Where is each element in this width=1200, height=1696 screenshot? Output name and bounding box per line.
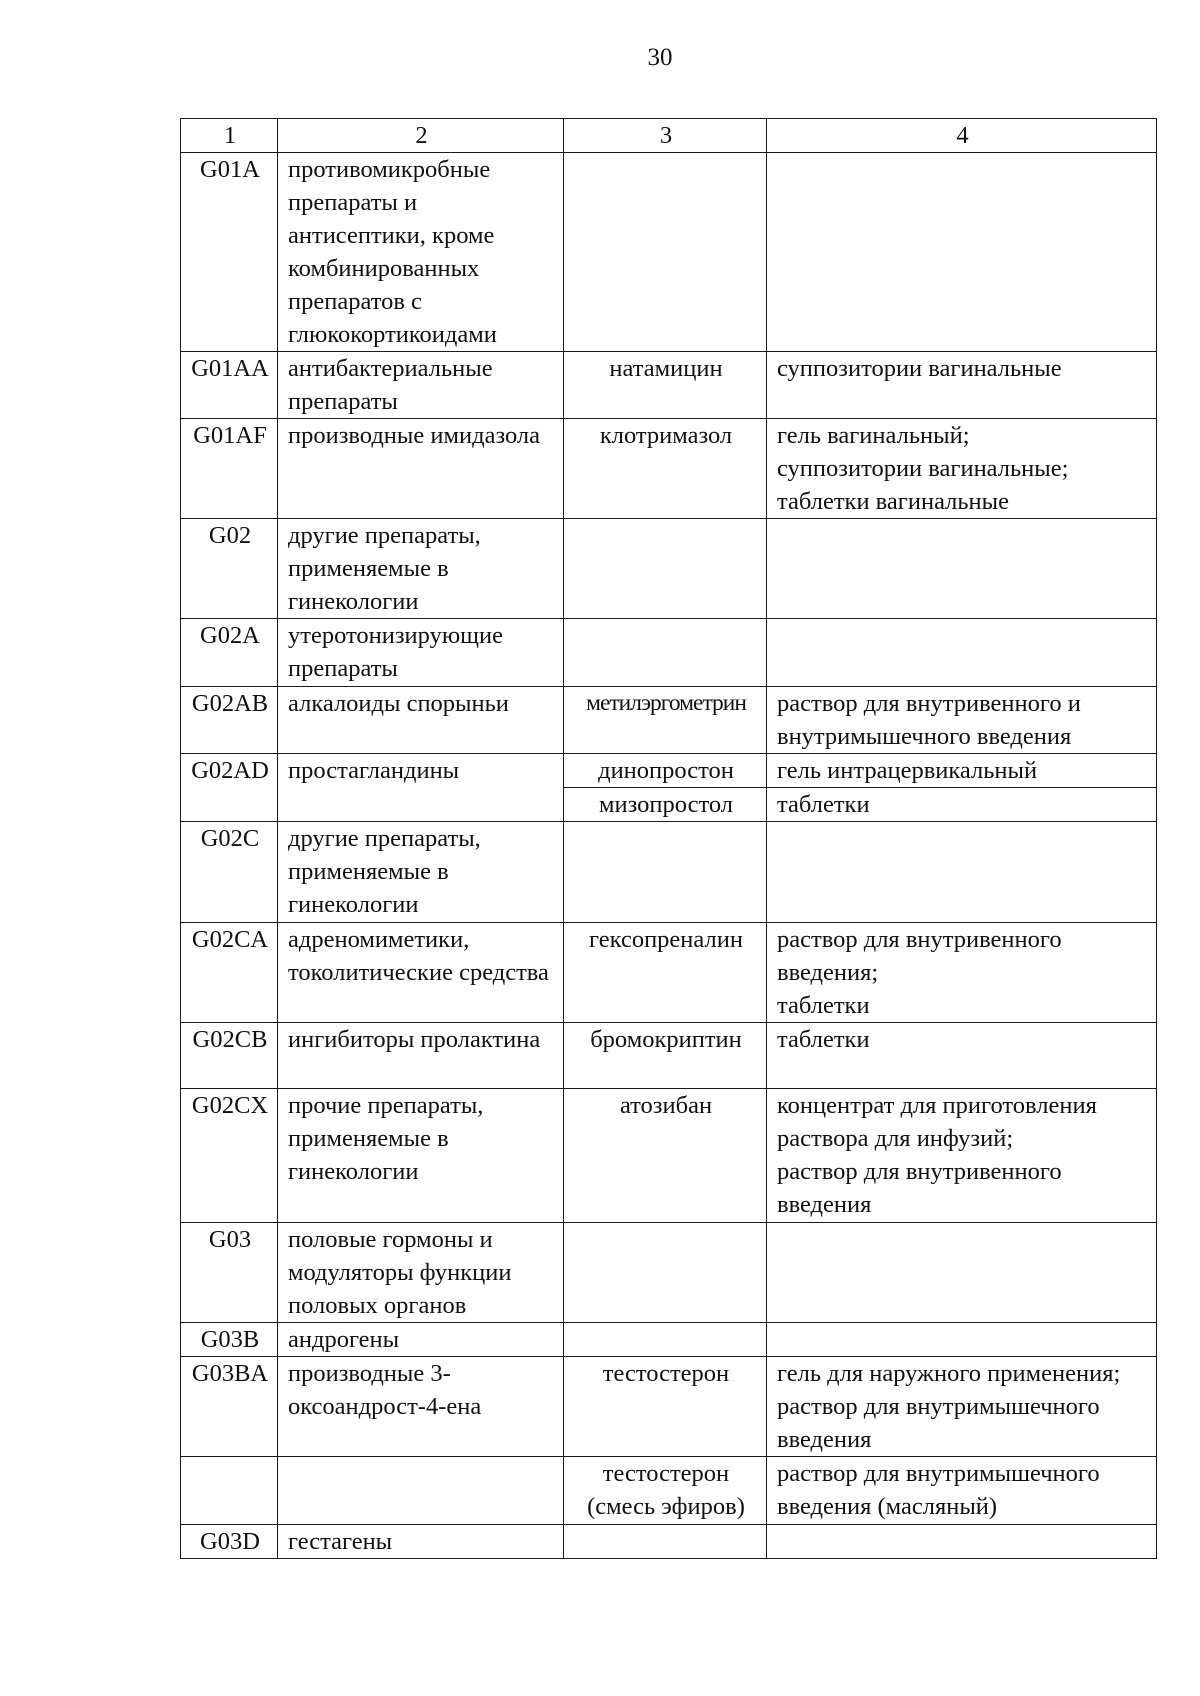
- drug-name-cell: [564, 1525, 767, 1559]
- drug-name-cell: мизопростол: [564, 788, 767, 822]
- group-name-cell: противомикробные препараты и антисептики, кроме комбинированных препаратов с глюкокортикоидами: [278, 153, 564, 352]
- atc-code-cell: G02: [181, 519, 278, 619]
- atc-code-cell: G03: [181, 1223, 278, 1323]
- header-cell-3: 3: [564, 119, 767, 153]
- dosage-form-cell: раствор для внутривенного введения; таблетки: [767, 923, 1157, 1023]
- group-name-cell: производные 3-оксоандрост-4-ена: [278, 1357, 564, 1457]
- group-name-cell: прочие препараты, применяемые в гинекологии: [278, 1089, 564, 1223]
- table-row: [181, 754, 1157, 788]
- drug-name-cell: атозибан: [564, 1089, 767, 1223]
- dosage-form-cell: гель для наружного применения; раствор для внутримышечного введения: [767, 1357, 1157, 1457]
- group-name-cell: утеротонизирующие препараты: [278, 619, 564, 687]
- dosage-form-cell: [767, 1525, 1157, 1559]
- group-name-cell: андрогены: [278, 1323, 564, 1357]
- atc-code-cell: G02CB: [181, 1023, 278, 1089]
- table-row: [181, 1089, 1157, 1223]
- atc-code-cell: G02CA: [181, 923, 278, 1023]
- dosage-form-cell: суппозитории вагинальные: [767, 352, 1157, 419]
- drug-name-cell: тестостерон: [564, 1357, 767, 1457]
- header-cell-1: 1: [181, 119, 278, 153]
- table-row: [181, 519, 1157, 619]
- table-row: [181, 419, 1157, 519]
- group-name-cell: антибактериальные препараты: [278, 352, 564, 419]
- table-row: [181, 153, 1157, 352]
- atc-code-cell: [181, 1457, 278, 1525]
- dosage-form-cell: таблетки: [767, 788, 1157, 822]
- dosage-form-cell: раствор для внутримышечного введения (масляный): [767, 1457, 1157, 1525]
- drug-name-cell: динопростон: [564, 754, 767, 788]
- dosage-form-cell: [767, 1323, 1157, 1357]
- drug-name-cell: [564, 1223, 767, 1323]
- dosage-form-cell: гель интрацервикальный: [767, 754, 1157, 788]
- table-row: [181, 1323, 1157, 1357]
- group-name-cell: простагландины: [278, 754, 564, 822]
- atc-code-cell: G02A: [181, 619, 278, 687]
- table-row: [181, 1457, 1157, 1525]
- group-name-cell: алкалоиды спорыньи: [278, 687, 564, 754]
- atc-code-cell: G02C: [181, 822, 278, 923]
- table-row: [181, 1525, 1157, 1559]
- group-name-cell: ингибиторы пролактина: [278, 1023, 564, 1089]
- drug-name-cell: [564, 822, 767, 923]
- dosage-form-cell: [767, 519, 1157, 619]
- dosage-form-cell: концентрат для приготовления раствора для инфузий; раствор для внутривенного введения: [767, 1089, 1157, 1223]
- group-name-cell: другие препараты, применяемые в гинекологии: [278, 519, 564, 619]
- group-name-cell: адреномиметики, токолитические средства: [278, 923, 564, 1023]
- table-row: [181, 619, 1157, 687]
- page-number: 30: [647, 44, 673, 71]
- dosage-form-cell: [767, 822, 1157, 923]
- atc-code-cell: G03B: [181, 1323, 278, 1357]
- drug-name-cell: [564, 153, 767, 352]
- group-name-cell: [278, 1457, 564, 1525]
- dosage-form-cell: [767, 153, 1157, 352]
- atc-code-cell: G01A: [181, 153, 278, 352]
- header-cell-2: 2: [278, 119, 564, 153]
- table-row: [181, 1223, 1157, 1323]
- table-row: [181, 352, 1157, 419]
- drug-name-cell: тестостерон (смесь эфиров): [564, 1457, 767, 1525]
- atc-code-cell: G03BA: [181, 1357, 278, 1457]
- header-cell-4: 4: [767, 119, 1157, 153]
- drug-name-cell: метилэргометрин: [564, 687, 767, 754]
- dosage-form-cell: гель вагинальный; суппозитории вагинальные; таблетки вагинальные: [767, 419, 1157, 519]
- drug-name-cell: клотримазол: [564, 419, 767, 519]
- table-row: [181, 1357, 1157, 1457]
- atc-code-cell: G01AF: [181, 419, 278, 519]
- atc-code-cell: G03D: [181, 1525, 278, 1559]
- drug-name-cell: натамицин: [564, 352, 767, 419]
- drug-name-cell: [564, 1323, 767, 1357]
- group-name-cell: производные имидазола: [278, 419, 564, 519]
- dosage-form-cell: [767, 619, 1157, 687]
- atc-code-cell: G02CX: [181, 1089, 278, 1223]
- atc-code-cell: G02AD: [181, 754, 278, 822]
- dosage-form-cell: [767, 1223, 1157, 1323]
- drug-name-cell: [564, 619, 767, 687]
- table-header-row: [181, 119, 1157, 153]
- drug-name-cell: гексопреналин: [564, 923, 767, 1023]
- table-row: [181, 822, 1157, 923]
- group-name-cell: гестагены: [278, 1525, 564, 1559]
- group-name-cell: другие препараты, применяемые в гинекологии: [278, 822, 564, 923]
- table-row: [181, 687, 1157, 754]
- table-row: [181, 1023, 1157, 1089]
- group-name-cell: половые гормоны и модуляторы функции половых органов: [278, 1223, 564, 1323]
- atc-code-cell: G01AA: [181, 352, 278, 419]
- atc-code-cell: G02AB: [181, 687, 278, 754]
- dosage-form-cell: таблетки: [767, 1023, 1157, 1089]
- drug-name-cell: бромокриптин: [564, 1023, 767, 1089]
- table-row: [181, 923, 1157, 1023]
- dosage-form-cell: раствор для внутривенного и внутримышечного введения: [767, 687, 1157, 754]
- drug-table: [180, 118, 1157, 1559]
- drug-name-cell: [564, 519, 767, 619]
